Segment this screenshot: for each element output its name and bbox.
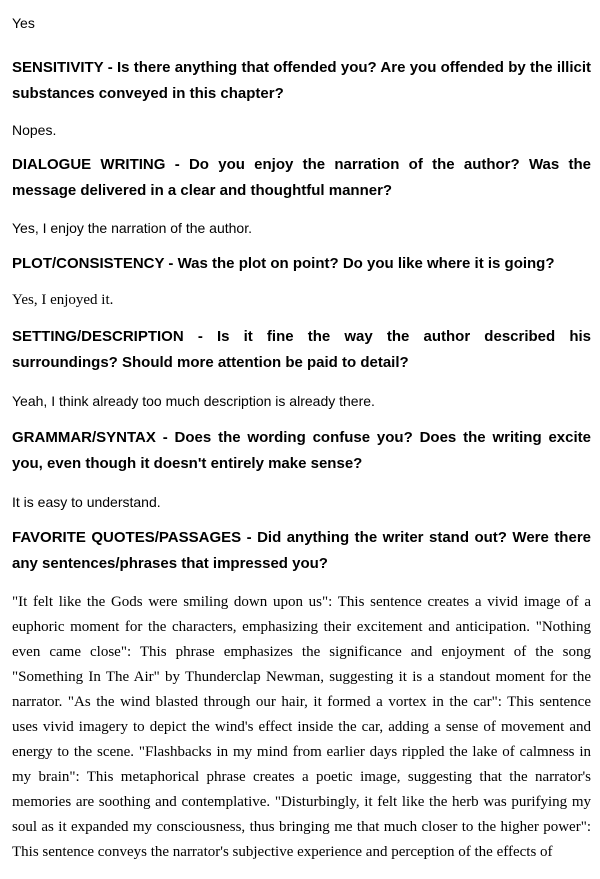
favorite-quotes-question: FAVORITE QUOTES/PASSAGES - Did anything the writer stand out? Were there any sentences/phrases that impressed you? — [12, 529, 591, 572]
sensitivity-question: SENSITIVITY - Is there anything that offended you? Are you offended by the illicit substances conveyed in this chapter? — [12, 59, 591, 102]
sensitivity-answer: Nopes. — [12, 122, 57, 138]
dialogue-writing-question: DIALOGUE WRITING - Do you enjoy the narration of the author? Was the message delivered in a clear and thoughtful manner? — [12, 156, 591, 199]
first-answer: Yes — [12, 15, 35, 31]
plot-consistency-answer: Yes, I enjoyed it. — [12, 292, 114, 308]
favorite-quotes-answer: "It felt like the Gods were smiling down upon us": This sentence creates a vivid image of a euphoric moment for the characters, emphasizing their excitement and anticipation. "Nothing even came close": This phrase emphasizes the significance and enjoyment of the song "Something In The Air" by Thunderclap Newman, suggesting it is a standout moment for the narrator. "As the wind blasted through our hair, it formed a vortex in the car": This sentence uses vivid imagery to depict the wind's effect inside the car, adding a sense of movement and energy to the scene. "Flashbacks in my mind from earlier days rippled the lake of calmness in my brain": This metaphorical phrase creates a poetic image, suggesting that the narrator's memories are soothing and contemplative. "Disturbingly, it felt like the herb was purifying my soul as it expanded my consciousness, thus bringing me that much closer to the higher power": This sentence conveys the narrator's subjective experience and perception of the effects of — [12, 594, 591, 860]
grammar-syntax-question: GRAMMAR/SYNTAX - Does the wording confuse you? Does the writing excite you, even though it doesn't entirely make sense? — [12, 429, 591, 472]
dialogue-writing-answer: Yes, I enjoy the narration of the author. — [12, 220, 252, 236]
setting-description-question: SETTING/DESCRIPTION - Is it fine the way the author described his surroundings? Should more attention be paid to detail? — [12, 328, 591, 371]
setting-description-answer: Yeah, I think already too much description is already there. — [12, 393, 375, 409]
grammar-syntax-answer: It is easy to understand. — [12, 494, 161, 510]
plot-consistency-question: PLOT/CONSISTENCY - Was the plot on point? Do you like where it is going? — [12, 255, 555, 272]
